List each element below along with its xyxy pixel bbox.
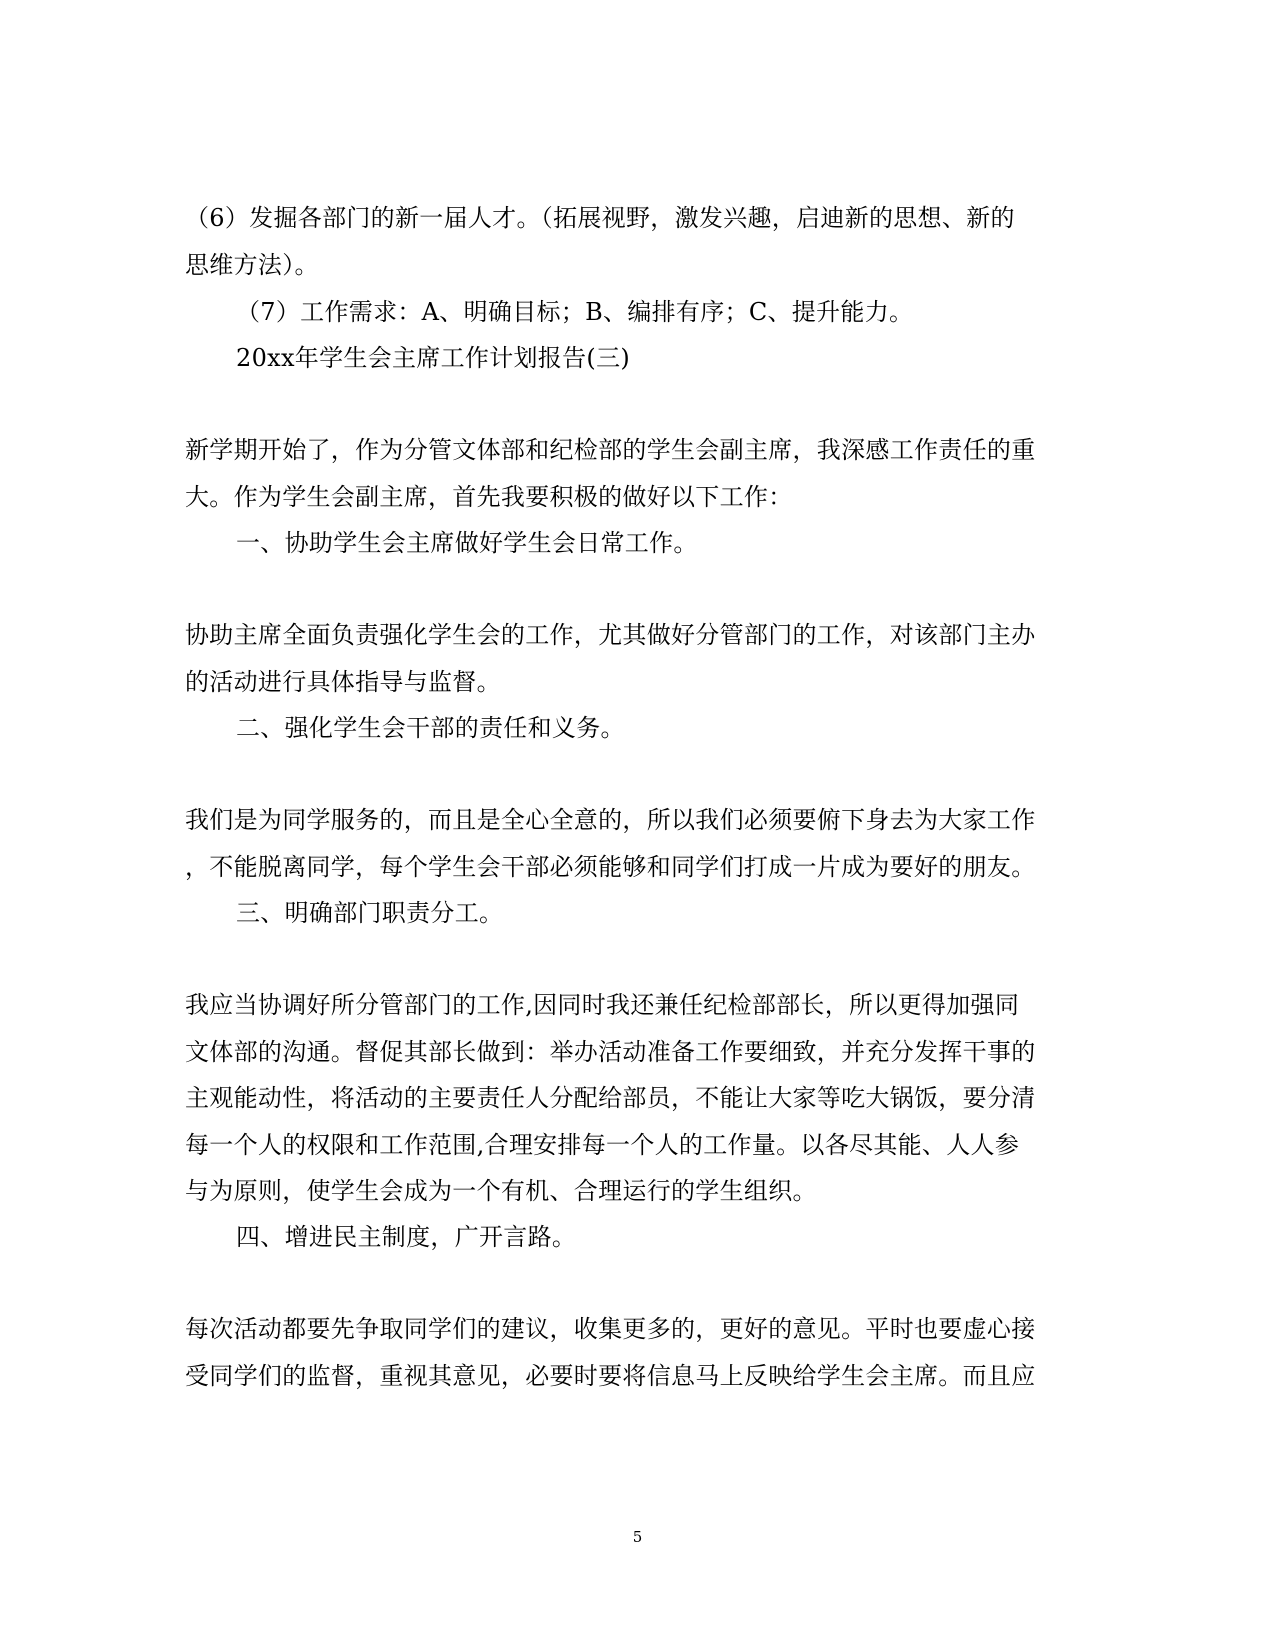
paragraph-line: ，不能脱离同学，每个学生会干部必须能够和同学们打成一片成为要好的朋友。	[185, 853, 1036, 881]
text-line: 思维方法）。	[185, 251, 319, 279]
section-heading: 三、明确部门职责分工。	[236, 899, 504, 927]
paragraph-line: 我应当协调好所分管部门的工作,因同时我还兼任纪检部部长，所以更得加强同	[185, 991, 1020, 1019]
list-item: （7）工作需求：A、明确目标；B、编排有序；C、提升能力。	[236, 298, 914, 326]
paragraph-line: 主观能动性，将活动的主要责任人分配给部员，不能让大家等吃大锅饭，要分清	[185, 1084, 1036, 1112]
paragraph-line: 每一个人的权限和工作范围,合理安排每一个人的工作量。以各尽其能、人人参	[185, 1131, 1020, 1159]
paragraph-line: 新学期开始了，作为分管文体部和纪检部的学生会副主席，我深感工作责任的重	[185, 436, 1036, 464]
paragraph-line: 大。作为学生会副主席，首先我要积极的做好以下工作：	[185, 483, 793, 511]
paragraph-line: 我们是为同学服务的，而且是全心全意的，所以我们必须要俯下身去为大家工作	[185, 806, 1036, 834]
paragraph-line: 文体部的沟通。督促其部长做到：举办活动准备工作要细致，并充分发挥干事的	[185, 1038, 1036, 1066]
paragraph-line: 与为原则，使学生会成为一个有机、合理运行的学生组织。	[185, 1177, 817, 1205]
paragraph-line: 受同学们的监督，重视其意见，必要时要将信息马上反映给学生会主席。而且应	[185, 1362, 1036, 1390]
list-item: （6）发掘各部门的新一届人才。（拓展视野，激发兴趣，启迪新的思想、新的	[185, 204, 1015, 232]
section-heading: 二、强化学生会干部的责任和义务。	[236, 714, 625, 742]
section-heading: 一、协助学生会主席做好学生会日常工作。	[236, 529, 698, 557]
section-heading: 四、增进民主制度，广开言路。	[236, 1223, 577, 1251]
page-number: 5	[632, 1528, 643, 1546]
paragraph-line: 协助主席全面负责强化学生会的工作，尤其做好分管部门的工作，对该部门主办	[185, 621, 1036, 649]
section-title: 20xx年学生会主席工作计划报告(三)	[236, 344, 631, 372]
paragraph-line: 的活动进行具体指导与监督。	[185, 668, 501, 696]
paragraph-line: 每次活动都要先争取同学们的建议，收集更多的，更好的意见。平时也要虚心接	[185, 1315, 1036, 1343]
